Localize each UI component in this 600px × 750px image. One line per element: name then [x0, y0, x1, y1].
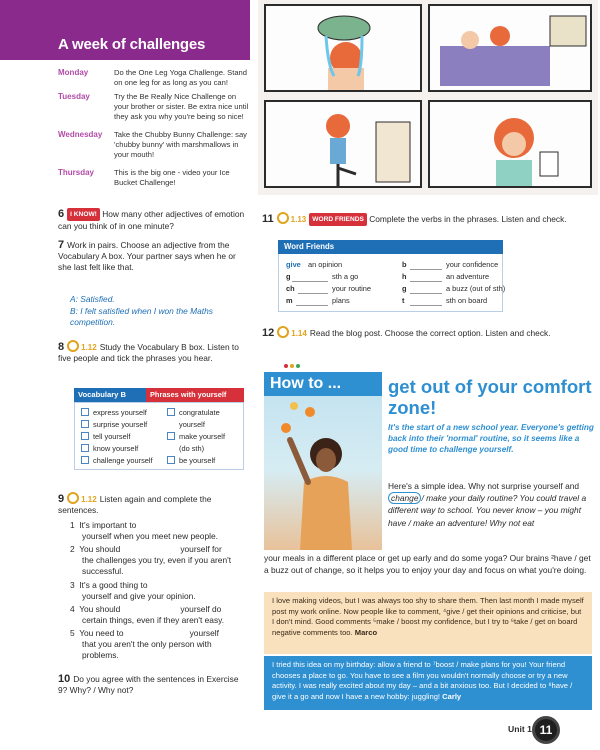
example-a: A: Satisfied.	[70, 294, 115, 304]
comment-author: Marco	[354, 627, 378, 637]
blog-title: get out of your comfort zone!	[388, 376, 592, 418]
wf-verb: ch	[286, 284, 295, 293]
exercise-6: 6 I KNOW! How many other adjectives of emotion can you think of in one minute?	[58, 208, 245, 231]
traffic-dots	[284, 360, 302, 370]
wf-phrase: plans	[332, 296, 350, 305]
exercise-text: How many other adjectives of emotion can you think of in one minute?	[58, 209, 245, 231]
vocab-item: challenge yourself	[93, 456, 153, 465]
checkbox[interactable]	[81, 408, 89, 416]
checkbox[interactable]	[167, 456, 175, 464]
exercise-9: 9 1.12 Listen again and complete the sentences.	[58, 493, 212, 515]
wf-phrase: your routine	[332, 284, 372, 293]
sentence-5: 5 You need to yourself that you aren't the only person with problems.	[70, 628, 219, 660]
day-label: Tuesday	[58, 92, 90, 101]
exercise-10: 10 Do you agree with the sentences in Exercise 9? Why? / Why not?	[58, 673, 239, 695]
wf-gap[interactable]	[410, 281, 442, 282]
checkbox[interactable]	[81, 444, 89, 452]
audio-icon	[67, 492, 79, 504]
cartoon-illustrations	[258, 0, 598, 195]
yellow-dot	[290, 364, 294, 368]
comment-text: I love making videos, but I was always too shy to share them. Then last month I made myself post my work online. Now people like to comment, ⁴give / get their opinions and criticise, but I don't mind. Good comments ⁵make / boost my confidence, but I try to ⁶take / get on board negative comments too.	[272, 596, 584, 637]
day-text: Try the Be Really Nice Challenge on your brother or sister. Be extra nice until they ask you why you're being so nice!	[114, 92, 249, 121]
word-friends-badge: WORD FRIENDS	[309, 213, 367, 226]
day-text: Take the Chubby Bunny Challenge: say 'chubby bunny' with marshmallows in your mouth!	[114, 130, 247, 159]
wf-verb: g	[402, 284, 407, 293]
exercise-text: Read the blog post. Choose the correct option. Listen and check.	[309, 328, 551, 338]
green-dot	[296, 364, 300, 368]
vocab-item: surprise yourself	[93, 420, 148, 429]
circled-answer: change	[388, 492, 421, 504]
checkbox[interactable]	[167, 408, 175, 416]
page-title: A week of challenges	[58, 36, 206, 53]
vocabulary-b-box	[74, 402, 244, 470]
vocab-item: know yourself	[93, 444, 139, 453]
wf-gap[interactable]	[410, 293, 442, 294]
sentence-4: 4 You should yourself do certain things, even if they aren't easy.	[70, 604, 225, 625]
wf-phrase: sth on board	[446, 296, 488, 305]
exercise-text: Study the Vocabulary B box. Listen to five people and tick the phrases you hear.	[58, 342, 239, 363]
exercise-12: 12 1.14 Read the blog post. Choose the correct option. Listen and check.	[262, 327, 551, 339]
wf-verb: g	[286, 272, 291, 281]
vocab-item: congratulate	[179, 408, 220, 417]
audio-icon	[277, 326, 289, 338]
word-friends-title: Word Friends	[278, 240, 503, 254]
comment-author: Carly	[442, 691, 462, 701]
checkbox[interactable]	[81, 456, 89, 464]
wf-gap[interactable]	[298, 293, 328, 294]
day-label: Wednesday	[58, 130, 103, 139]
blog-intro: It's the start of a new school year. Everyone's getting back into their 'normal' routine, so it seems like a good time to challenge yourself.	[388, 423, 594, 454]
panel-ice-bucket	[264, 4, 422, 92]
checkbox[interactable]	[81, 420, 89, 428]
day-text: This is the big one - video your Ice Bucket Challenge!	[114, 168, 230, 187]
vocab-item: be yourself	[179, 456, 216, 465]
sentence-3: 3 It's a good thing to yourself and give your opinion.	[70, 580, 196, 601]
day-text: Do the One Leg Yoga Challenge. Stand on one leg for as long as you can!	[114, 68, 247, 87]
how-to-label: How to ...	[264, 372, 382, 396]
checkbox[interactable]	[81, 432, 89, 440]
page-number: 11	[532, 716, 560, 744]
blog-paragraph-1: Here's a simple idea. Why not surprise yourself and change / make your daily routine? You could travel a different way to school. You never know – you might have / make an adventure! Why not eat	[388, 481, 587, 528]
sentence-1: 1 It's important to yourself when you meet new people.	[70, 520, 218, 541]
panel-yoga	[264, 100, 422, 188]
tab-vocabulary-b: Vocabulary B	[74, 388, 146, 402]
vocab-item: tell yourself	[93, 432, 131, 441]
comment-marco	[264, 592, 592, 654]
wf-verb: give	[286, 260, 301, 269]
juggling-girl-photo	[264, 372, 382, 550]
blog-paragraph-2: your meals in a different place or get up early and do some yoga? Our brains ²have / get a buzz out of change, so it helps you to enjoy your day and focus on what you're doing.	[264, 553, 591, 576]
example-b: B: I felt satisfied when I won the Maths competition.	[70, 306, 213, 327]
exercise-text: Listen again and complete the sentences.	[58, 494, 212, 515]
audio-icon	[277, 212, 289, 224]
day-label: Monday	[58, 68, 89, 77]
wf-gap[interactable]	[296, 305, 328, 306]
wf-verb: t	[402, 296, 405, 305]
wf-phrase: sth a go	[332, 272, 359, 281]
vocab-item: yourself	[179, 420, 205, 429]
wf-verb: m	[286, 296, 293, 305]
wf-gap[interactable]	[410, 305, 442, 306]
comment-text: I tried this idea on my birthday: allow a friend to ⁷boost / make plans for you! Your friend chooses a place to go. You have to see a film you wouldn't normally choose or try a new activity. I was really excited about my day – and a bit anxious too. But I decided to ⁸have / give it a go and now I have a new hobby: juggling!	[272, 660, 573, 701]
exercise-text: Do you agree with the sentences in Exercise 9? Why? / Why not?	[58, 674, 239, 695]
exercise-7: 7 Work in pairs. Choose an adjective from the Vocabulary A box. Your partner says when he or she last felt like that.	[58, 239, 236, 272]
vocab-item: (do sth)	[179, 444, 205, 453]
wf-phrase: a buzz (out of sth)	[446, 284, 506, 293]
exercise-text: Work in pairs. Choose an adjective from the Vocabulary A box. Your partner says when he or she last felt like that.	[58, 240, 236, 272]
panel-bedroom	[428, 4, 592, 92]
wf-verb: h	[402, 272, 407, 281]
day-label: Thursday	[58, 168, 95, 177]
unit-label: Unit 1	[508, 724, 532, 734]
exercise-text: Complete the verbs in the phrases. Listen and check.	[369, 214, 567, 224]
vocab-item: express yourself	[93, 408, 147, 417]
wf-phrase: your confidence	[446, 260, 499, 269]
wf-gap[interactable]	[292, 281, 328, 282]
tab-phrases-yourself: Phrases with yourself	[146, 388, 244, 402]
exercise-11: 11 1.13 WORD FRIENDS Complete the verbs in the phrases. Listen and check.	[262, 213, 567, 225]
panel-marshmallows	[428, 100, 592, 188]
wf-verb: b	[402, 260, 407, 269]
vocab-item: make yourself	[179, 432, 226, 441]
red-dot	[284, 364, 288, 368]
wf-phrase: an opinion	[308, 260, 343, 269]
checkbox[interactable]	[167, 432, 175, 440]
exercise-8: 8 1.12 Study the Vocabulary B box. Listen to five people and tick the phrases you hear.	[58, 341, 239, 363]
wf-phrase: an adventure	[446, 272, 490, 281]
sentence-2: 2 You should yourself for the challenges you try, even if you aren't successful.	[70, 544, 232, 576]
vocabulary-b-tabs	[74, 388, 244, 402]
comment-carly	[264, 656, 592, 710]
audio-icon	[67, 340, 79, 352]
wf-gap[interactable]	[410, 269, 442, 270]
i-know-badge: I KNOW!	[67, 208, 100, 221]
